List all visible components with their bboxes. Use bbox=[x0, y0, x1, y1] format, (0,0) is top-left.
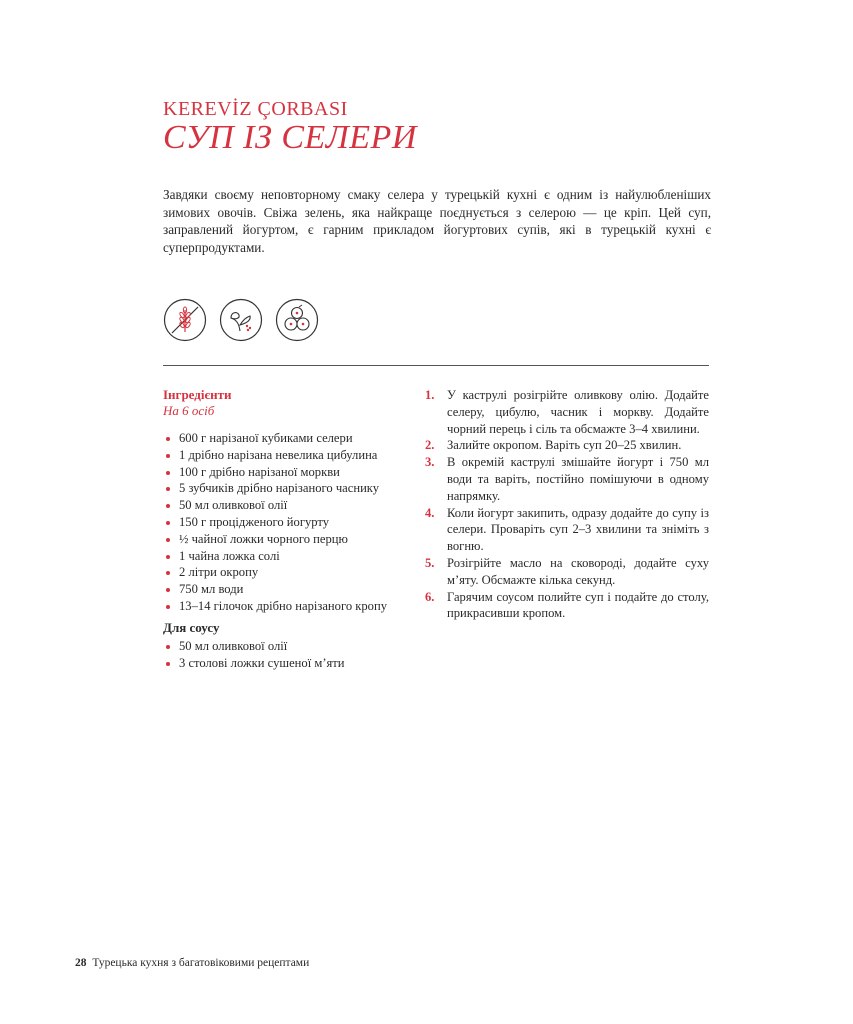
servings-label: На 6 осіб bbox=[163, 403, 215, 418]
step-item bbox=[425, 437, 709, 454]
recipe-intro: Завдяки своєму неповторному смаку селера у турецькій кухні є одним із найулюбленіших зимових овочів. Свіжа зелень, яка найкраще поєднується з селерою — це кріп. Цей суп, заправлений йогуртом, є гарним прикладом йогуртових супів, які в турецькій кухні є суперпродуктами. bbox=[163, 187, 711, 255]
sauce-ingredients-list bbox=[163, 638, 413, 672]
step-number: 4. bbox=[425, 505, 435, 520]
step-item bbox=[425, 387, 709, 437]
ingredient-item: 5 зубчиків дрібно нарізаного часнику bbox=[163, 480, 413, 497]
step-item bbox=[425, 505, 709, 555]
step-number: 3. bbox=[425, 455, 435, 470]
step-text: Коли йогурт закипить, одразу додайте до супу із селери. Проваріть суп 2–3 хвилини та зніміть з вогню. bbox=[447, 505, 709, 554]
sauce-ingredient-item: 3 столові ложки сушеної м’яти bbox=[163, 655, 413, 672]
step-text: Залийте окропом. Варіть суп 20–25 хвилин. bbox=[447, 438, 682, 453]
ingredient-item: 2 літри окропу bbox=[163, 564, 413, 581]
sauce-heading: Для соусу bbox=[163, 619, 220, 635]
step-item bbox=[425, 454, 709, 504]
superfood-berries-icon bbox=[275, 298, 319, 342]
ingredient-item: 100 г дрібно нарізаної моркви bbox=[163, 464, 413, 481]
step-number: 2. bbox=[425, 438, 435, 453]
step-number: 1. bbox=[425, 388, 435, 402]
ingredient-item: 50 мл оливкової олії bbox=[163, 497, 413, 514]
ingredient-item: 600 г нарізаної кубиками селери bbox=[163, 430, 413, 447]
recipe-subtitle: KEREVİZ ÇORBASI bbox=[163, 98, 348, 120]
step-number: 6. bbox=[425, 589, 435, 604]
step-text: Розігрійте масло на сковороді, додайте суху м’яту. Обсмажте кілька секунд. bbox=[447, 555, 709, 587]
step-item bbox=[425, 555, 709, 589]
ingredient-item: ½ чайної ложки чорного перцю bbox=[163, 531, 413, 548]
ingredient-item: 150 г процідженого йогурту bbox=[163, 514, 413, 531]
ingredients-column bbox=[163, 387, 413, 671]
vegetarian-leaf-icon bbox=[219, 298, 263, 342]
step-text: В окремій каструлі змішайте йогурт і 750 мл води та варіть, постійно помішуючи в одному напрямку. bbox=[447, 455, 709, 503]
sauce-ingredient-item: 50 мл оливкової олії bbox=[163, 638, 413, 655]
step-number: 5. bbox=[425, 555, 435, 570]
section-divider bbox=[163, 365, 709, 366]
recipe-title: СУП ІЗ СЕЛЕРИ bbox=[163, 119, 417, 156]
ingredient-item: 13–14 гілочок дрібно нарізаного кропу bbox=[163, 598, 413, 615]
ingredients-list bbox=[163, 430, 413, 615]
page-footer bbox=[75, 957, 309, 969]
method-steps bbox=[425, 387, 709, 622]
gluten-free-icon bbox=[163, 298, 207, 342]
ingredient-item: 1 чайна ложка солі bbox=[163, 548, 413, 565]
ingredient-item: 1 дрібно нарізана невелика цибулина bbox=[163, 447, 413, 464]
page-number: 28 bbox=[75, 957, 87, 969]
step-text: Гарячим соусом полийте суп і подайте до столу, прикрасивши кропом. bbox=[447, 589, 709, 621]
step-text: У каструлі розігрійте оливкову олію. Додайте селеру, цибулю, часник і моркву. Додайте чорний перець і сіль та обсмажте 3–4 хвилини. bbox=[447, 388, 709, 436]
ingredients-heading: Інгредієнти bbox=[163, 387, 232, 402]
ingredient-item: 750 мл води bbox=[163, 581, 413, 598]
step-item bbox=[425, 589, 709, 623]
diet-icons bbox=[163, 298, 319, 342]
book-title: Турецька кухня з багатовіковими рецептами bbox=[92, 957, 310, 969]
